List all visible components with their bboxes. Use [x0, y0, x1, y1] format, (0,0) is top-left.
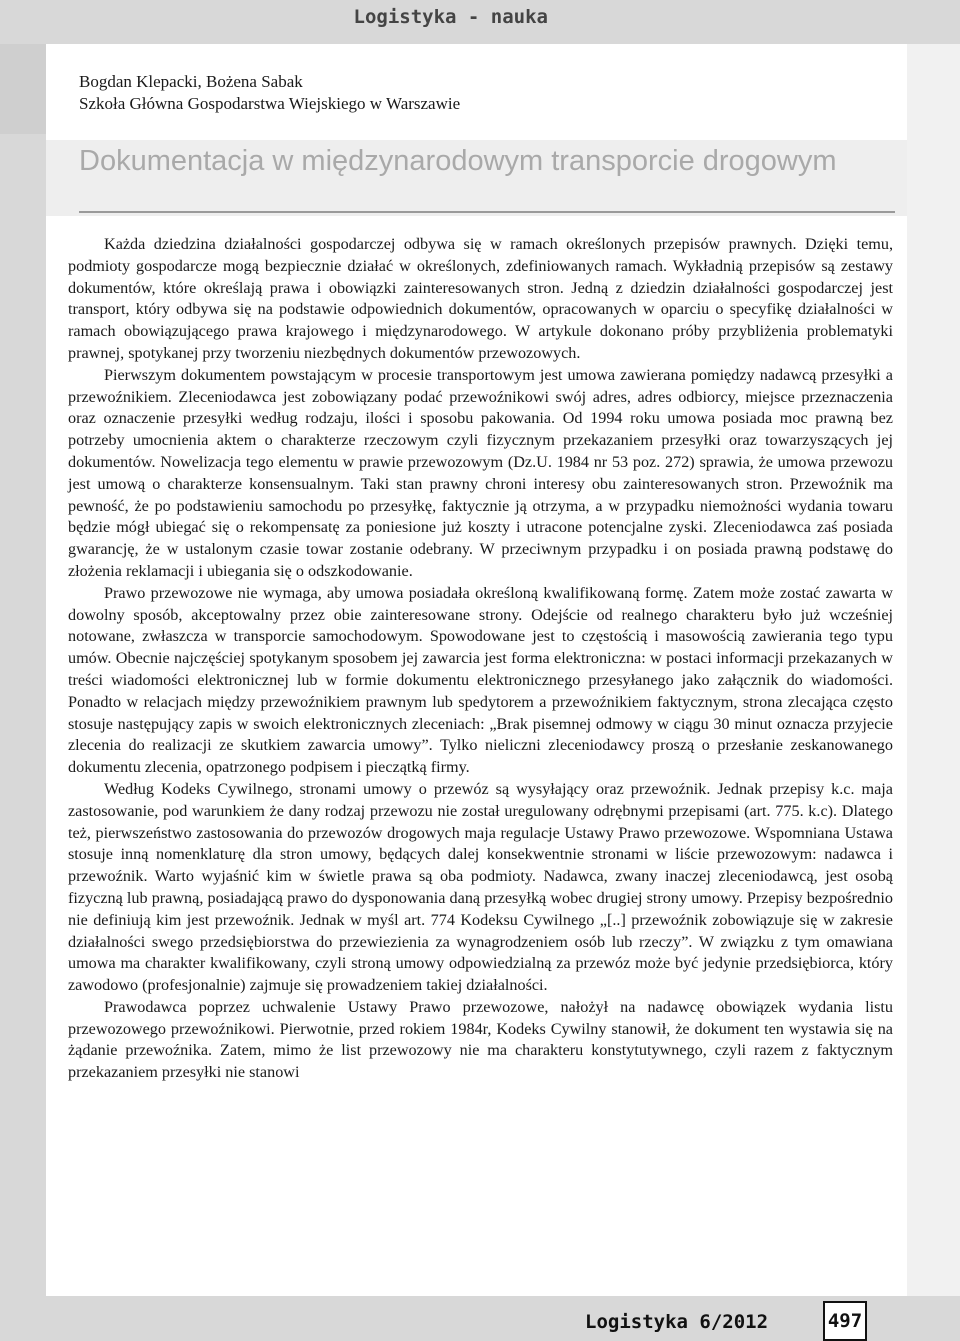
left-margin-panel [0, 44, 46, 1296]
paragraph: Prawo przewozowe nie wymaga, aby umowa posiadała określoną kwalifikowaną formę. Zatem może zostać zawarta w dowolny sposób, akceptowalny przez obie zainteresowane strony. Odejście od realnego charakteru było już wcześniej notowane, zwłaszcza w transporcie samochodowym. Spowodowane jest to częstością i masowością zawierania tego typu umów. Obecnie najczęściej spotykanym sposobem jej zawarcia jest forma elektroniczna: w postaci informacji przekazanych w treści wiadomości elektronicznej lub w formie dokumentu elektronicznego przesyłanego jako załącznik do wiadomości. Ponadto w relacjach między przewoźnikiem prawnym lub spedytorem a przewoźnikiem faktycznym, strona zlecająca często stosuje następujący zapis w swoich elektronicznych zleceniach: „Brak pisemnej odmowy w ciągu 30 minut oznacza przyjecie zlecenia do realizacji ze skutkiem zawarcia umowy”. Tylko nieliczni zleceniodawcy proszą o przesłanie zeskanowanego dokumentu zlecenia, opatrzonego podpisem i pieczątką firmy. [68, 583, 893, 777]
article-body [68, 234, 893, 1084]
paragraph: Pierwszym dokumentem powstającym w procesie transportowym jest umowa zawierana pomiędzy nadawcą przesyłki a przewoźnikiem. Zleceniodawca jest zobowiązany podać przewoźnikowi swój adres, adres odbiorcy, miejsce przeznaczenia oraz oznaczenie przesyłki według rodzaju, ilości i sposobu pakowania. Od 1994 roku umowa posiada moc prawną bez potrzeby umocnienia aktem o charakterze rzeczowym czyli fizycznym przekazaniem przesyłki oraz towarzyszących jej dokumentów. Nowelizacja tego elementu w prawie przewozowym (Dz.U. 1984 nr 53 poz. 272) sprawia, że umowa przewozu jest umową o charakterze konsensualnym. Taki stan prawny chroni interesy obu zainteresowanych stron. Przewoźnik ma pewność, że po podstawieniu samochodu po przesyłkę, faktycznie ją otrzyma, a w przypadku niemożności wydania towaru będzie mógł ubiegać się o rekompensatę za poniesione już koszty i utracone potencjalne zyski. Zleceniodawca zaś posiada gwarancję, że w ustalonym czasie towar zostanie odebrany. W przeciwnym przypadku i on posiada prawną podstawę do złożenia reklamacji i ubiegania się o odszkodowanie. [68, 365, 893, 580]
paragraph: Prawodawca poprzez uchwalenie Ustawy Prawo przewozowe, nałożył na nadawcę obowiązek wydania listu przewozowego przewoźnikowi. Pierwotnie, przed rokiem 1984r, Kodeks Cywilny stanowił, że dokument ten wystawia się na żądanie przewoźnika. Zatem, mimo że list przewozowy nie ma charakteru konstytutywnego, czyli razem z faktycznym przekazaniem przesyłki nie stanowi [68, 997, 893, 1082]
article-title: Dokumentacja w międzynarodowym transporcie drogowym [79, 145, 837, 177]
author-block [79, 71, 460, 115]
page-number [823, 1301, 867, 1341]
title-rule [79, 211, 895, 213]
header-mark-block [0, 44, 46, 134]
paragraph: Według Kodeks Cywilnego, stronami umowy o przewóz są wysyłający oraz przewoźnik. Jednak przepisy k.c. maja zastosowanie, pod warunkiem że dany rodzaj przewozu nie został uregulowany odrębnymi przepisami (art. 775. k.c). Dlatego też, pierwszeństwo zastosowania do przewozów drogowych maja regulacje Ustawy Prawo przewozowe. Wspomniana Ustawa stosuje inną nomenklaturę dla stron umowy, będących dalej konsekwentnie stronami w liście przewozowym: nadawca i przewoźnik. Warto wyjaśnić kim w świetle prawa są oba podmioty. Nadawca, zwany inaczej zleceniodawcą, jest osobą fizyczną lub prawną, posiadającą prawo do dysponowania daną przesyłką wobec drugiej strony umowy. Przepisy bezpośrednio nie definiują kim jest przewoźnik. Jednak w myśl art. 774 Kodeksu Cywilnego „[..] przewoźnik zobowiązuje się w zakresie działalności swego przedsiębiorstwa do przewiezienia za wynagrodzeniem osób lub rzeczy”. W związku z tym omawiana umowa ma charakter kwalifikowany, czyli stroną umowy odpowiedzialną za przewóz może być jedynie przedsiębiorca, który zawodowo (profesjonalnie) zajmuje się prowadzeniem takiej działalności. [68, 779, 893, 995]
footer-band [0, 1296, 960, 1341]
author-names: Bogdan Klepacki, Bożena Sabak [79, 72, 303, 91]
right-margin-strip [907, 44, 960, 1296]
journal-issue: Logistyka 6/2012 [585, 1311, 769, 1333]
page-number-text: 497 [827, 1310, 863, 1332]
author-affiliation: Szkoła Główna Gospodarstwa Wiejskiego w Warszawie [79, 94, 461, 113]
section-header: Logistyka - nauka [353, 6, 548, 28]
paragraph-intro: Każda dziedzina działalności gospodarczej odbywa się w ramach określonych przepisów prawnych. Dzięki temu, podmioty gospodarcze mogą bezpiecznie działać w określonych, zdefiniowanych ramach. Wykładnią przepisów są zestawy dokumentów, które określają prawa i obowiązki zainteresowanych stron. Jedną z dziedzin działalności gospodarczej jest transport, który odbywa się na podstawie odpowiednich dokumentów, opracowanych w oparciu o specyfikę działalności w ramach obowiązującego prawa krajowego i międzynarodowego. W artykule dokonano próby przybliżenia problematyki prawnej, spotykanej przy tworzeniu niezbędnych dokumentów przewozowych. [68, 235, 893, 362]
